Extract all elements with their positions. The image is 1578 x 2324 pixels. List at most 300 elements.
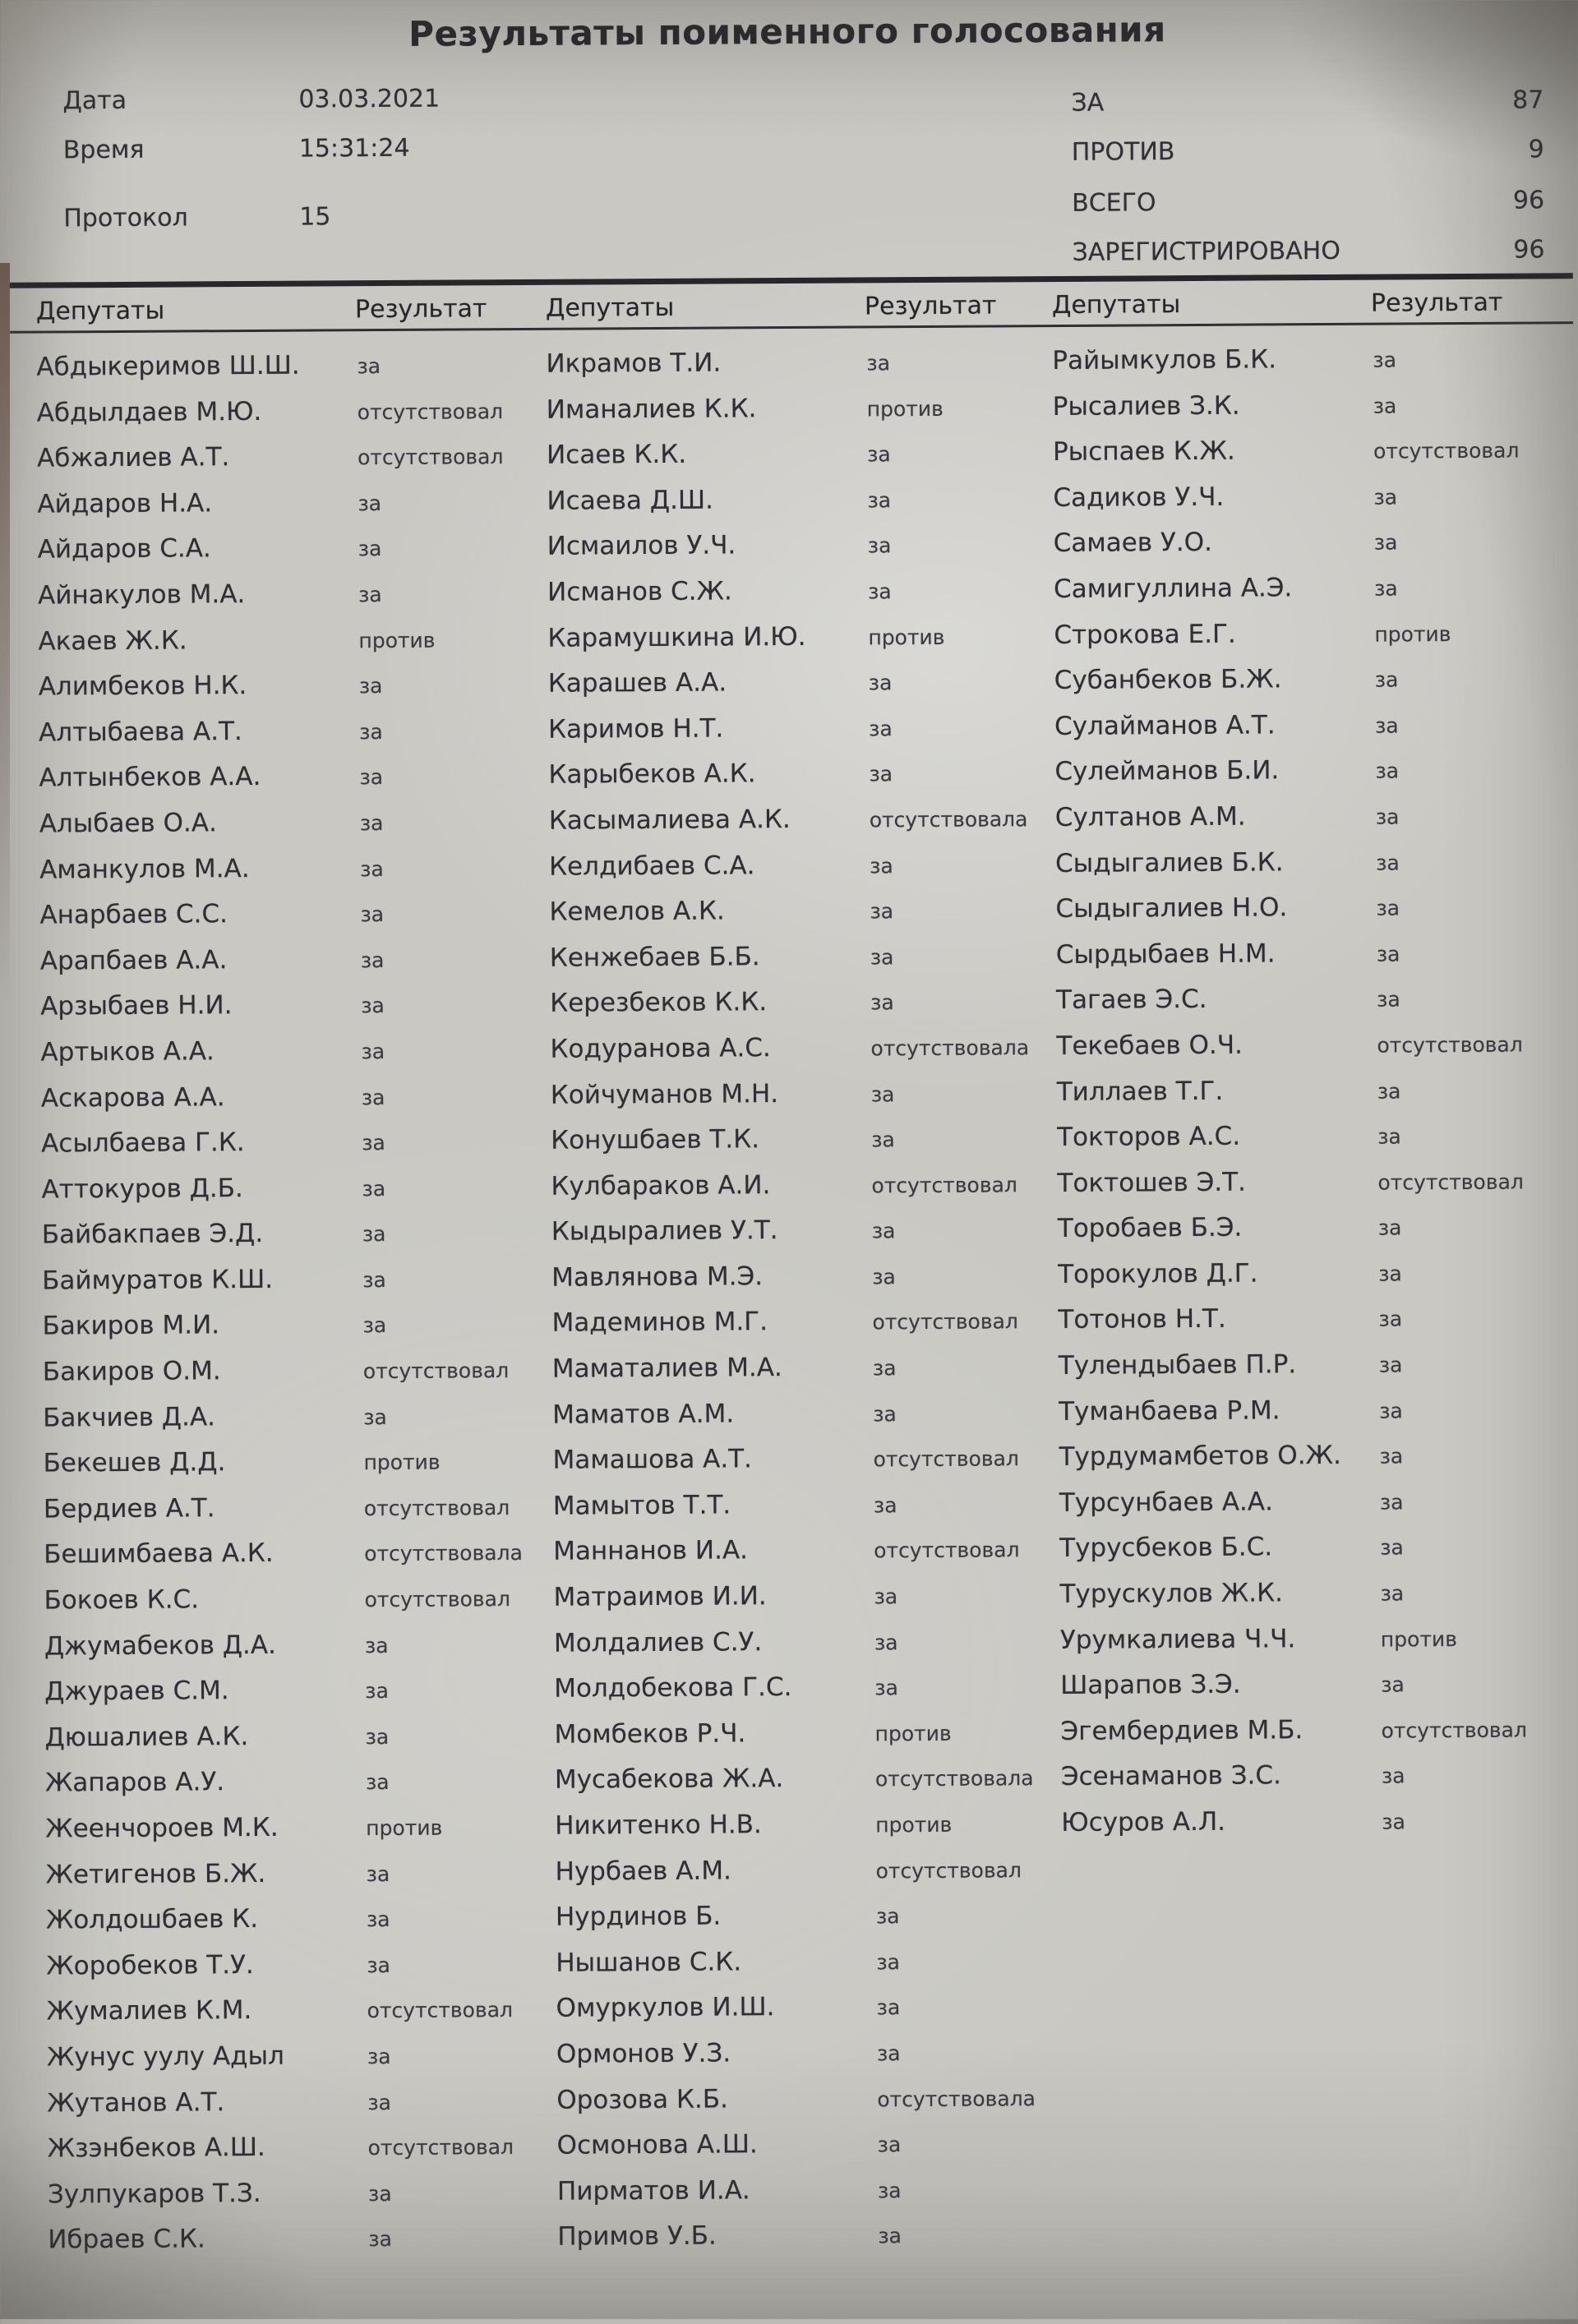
deputy-name: Асылбаева Г.К. — [41, 1127, 245, 1159]
deputy-name: Кодуранова А.С. — [550, 1033, 771, 1064]
table-column-1 — [36, 349, 541, 2271]
deputy-name: Сыдыгалиев Б.К. — [1054, 846, 1284, 878]
vote-result: за — [361, 994, 385, 1018]
table-row — [1054, 754, 1548, 803]
table-header-divider — [10, 321, 1573, 334]
vote-result: за — [868, 671, 893, 695]
deputy-name: Мадеминов М.Г. — [551, 1307, 768, 1339]
deputy-name: Келдибаев С.А. — [549, 850, 755, 882]
vote-result: против — [1380, 1626, 1458, 1652]
deputy-name: Каримов Н.Т. — [547, 713, 724, 745]
table-row — [45, 1765, 538, 1814]
deputy-name: Тагаев Э.С. — [1056, 984, 1207, 1016]
deputy-name: Токтошев Э.Т. — [1057, 1167, 1247, 1198]
deputy-name: Жзэнбеков А.Ш. — [47, 2133, 265, 2164]
deputy-name: Эгембердиев М.Б. — [1060, 1715, 1303, 1746]
vote-result: за — [870, 944, 894, 970]
table-row — [551, 1214, 1045, 1262]
table-row — [1054, 663, 1548, 712]
deputy-name: Сулайманов А.Т. — [1054, 710, 1276, 741]
vote-result: за — [1378, 1353, 1403, 1377]
deputy-name: Райымкулов Б.К. — [1052, 344, 1277, 376]
vote-result: за — [1373, 394, 1397, 418]
deputy-name: Маннанов И.А. — [553, 1535, 749, 1567]
table-row — [39, 715, 532, 763]
deputy-name: Касымалиева А.К. — [548, 804, 791, 836]
total-row-against — [1072, 135, 1544, 167]
vote-result: за — [367, 2044, 391, 2069]
table-row — [39, 851, 533, 900]
vote-result: против — [875, 1812, 953, 1838]
vote-result: за — [1377, 1124, 1401, 1149]
vote-result: за — [878, 2224, 902, 2248]
table-row — [41, 1172, 534, 1220]
table-row — [1057, 1119, 1550, 1168]
table-row — [44, 1537, 537, 1585]
table-row — [551, 1169, 1044, 1217]
deputy-name: Юсуров А.Л. — [1061, 1806, 1226, 1838]
deputy-name: Рыспаев К.Ж. — [1052, 436, 1235, 468]
table-row — [1053, 480, 1546, 528]
vote-result: за — [877, 2178, 902, 2203]
deputy-name: Нышанов С.К. — [556, 1947, 742, 1978]
deputy-name: Иманалиев К.К. — [546, 393, 757, 425]
vote-result: за — [1378, 1307, 1403, 1332]
deputy-name: Айдаров Н.А. — [37, 488, 213, 519]
deputy-name: Осмонова А.Ш. — [556, 2129, 758, 2160]
table-row — [552, 1351, 1045, 1399]
table-row — [37, 395, 530, 444]
deputy-name: Султанов А.М. — [1054, 801, 1246, 832]
table-row — [1057, 1074, 1550, 1123]
vote-result: за — [874, 1630, 898, 1655]
vote-result: отсутствовал — [1381, 1718, 1527, 1743]
column-header-result: Результат — [354, 294, 487, 325]
table-row — [1059, 1485, 1553, 1533]
vote-result: отсутствовал — [1373, 438, 1520, 463]
deputy-name: Эсенаманов З.С. — [1060, 1760, 1281, 1792]
deputy-name: Нурдинов Б. — [555, 1901, 722, 1932]
column-header-deputies: Депутаты — [545, 293, 675, 323]
deputy-name: Бердиев А.Т. — [43, 1493, 215, 1524]
vote-result: за — [1382, 1810, 1405, 1834]
vote-result: за — [359, 765, 384, 790]
deputy-name: Баймуратов К.Ш. — [42, 1264, 274, 1296]
deputy-name: Строкова Е.Г. — [1054, 619, 1236, 650]
deputy-name: Бакиров М.И. — [42, 1310, 220, 1342]
vote-result: за — [367, 2090, 392, 2114]
vote-result: за — [366, 1907, 390, 1932]
deputy-name: Матраимов И.И. — [553, 1581, 767, 1612]
table-row — [556, 1990, 1049, 2039]
vote-result: за — [1379, 1490, 1404, 1515]
vote-result: отсутствовал — [872, 1309, 1018, 1335]
table-row — [41, 1080, 534, 1128]
vote-result: за — [360, 902, 385, 927]
vote-result: отсутствовала — [877, 2086, 1036, 2111]
vote-result: за — [362, 1131, 385, 1155]
vote-result: за — [1374, 667, 1399, 692]
deputy-name: Карамушкина И.Ю. — [547, 621, 806, 653]
table-row — [1059, 1531, 1553, 1579]
vote-result: за — [1379, 1444, 1404, 1469]
vote-result: за — [870, 990, 894, 1015]
table-row — [551, 1306, 1045, 1354]
table-row — [1061, 1805, 1554, 1853]
page-title: Результаты поименного голосования — [408, 9, 1166, 54]
table-row — [1056, 983, 1549, 1031]
deputy-name: Турдумамбетов О.Ж. — [1059, 1441, 1341, 1473]
deputy-name: Маматалиев М.А. — [551, 1353, 782, 1384]
deputy-name: Аттокуров Д.Б. — [41, 1173, 243, 1205]
deputy-name: Кулбараков А.И. — [551, 1169, 771, 1201]
table-row — [37, 486, 530, 535]
protocol-label: Протокол — [63, 203, 188, 233]
table-row — [1053, 435, 1546, 483]
deputy-name: Исаев К.К. — [546, 439, 687, 470]
vote-result: за — [866, 442, 891, 467]
vote-result: за — [357, 354, 381, 379]
deputy-name: Джураев С.М. — [44, 1676, 229, 1707]
deputy-name: Самигуллина А.Э. — [1053, 573, 1293, 605]
table-row — [549, 849, 1042, 897]
vote-result: за — [877, 2133, 902, 2157]
vote-result: за — [867, 488, 892, 513]
vote-result: за — [876, 2041, 901, 2066]
vote-result: за — [359, 810, 384, 836]
vote-result: за — [874, 1584, 898, 1609]
table-row — [550, 985, 1043, 1034]
vote-result: против — [868, 625, 945, 649]
deputy-name: Арзыбаев Н.И. — [40, 990, 233, 1021]
vote-result: за — [1377, 987, 1400, 1012]
vote-result: за — [870, 1081, 895, 1106]
table-row — [48, 2131, 541, 2179]
deputy-name: Молдобекова Г.С. — [554, 1672, 792, 1704]
deputy-name: Джумабеков Д.А. — [44, 1630, 277, 1662]
vote-result: за — [365, 1724, 390, 1749]
vote-result: за — [1373, 576, 1398, 601]
vote-result: за — [363, 1404, 387, 1429]
table-row — [551, 1077, 1044, 1126]
total-against-value: 9 — [1528, 135, 1544, 164]
deputy-name: Аманкулов М.А. — [39, 853, 250, 885]
meta-row-time — [63, 134, 410, 165]
table-row — [554, 1625, 1047, 1674]
total-row-for — [1071, 85, 1543, 118]
table-row — [1054, 708, 1548, 757]
table-column-3 — [1052, 343, 1554, 1853]
vote-result: против — [874, 1721, 952, 1746]
deputy-name: Турусбеков Б.С. — [1059, 1532, 1273, 1564]
table-row — [548, 666, 1041, 714]
vote-result: за — [871, 1127, 895, 1152]
table-row — [557, 2219, 1050, 2267]
table-row — [45, 1856, 538, 1905]
vote-result: против — [358, 628, 436, 652]
vote-result: отсутствовал — [357, 399, 504, 424]
table-row — [47, 1994, 540, 2042]
vote-result: за — [1374, 713, 1399, 738]
vote-result: за — [367, 1953, 390, 1977]
table-row — [42, 1217, 535, 1266]
table-row — [44, 1720, 538, 1768]
deputy-name: Арапбаев А.А. — [39, 944, 228, 976]
table-column-2 — [546, 346, 1050, 2268]
deputy-name: Орозова К.Б. — [556, 2084, 728, 2115]
vote-result: за — [365, 1679, 389, 1704]
column-header-deputies: Депутаты — [35, 296, 165, 326]
vote-result: отсутствовал — [871, 1173, 1017, 1198]
deputy-name: Жоробеков Т.У. — [46, 1949, 254, 1981]
table-row — [39, 760, 532, 809]
table-row — [40, 989, 533, 1037]
deputy-name: Нурбаев А.М. — [555, 1856, 732, 1887]
table-row — [554, 1671, 1047, 1719]
vote-result: за — [869, 762, 893, 786]
table-row — [557, 2128, 1050, 2176]
vote-result: за — [360, 856, 384, 881]
table-row — [547, 620, 1040, 669]
table-row — [1060, 1622, 1553, 1671]
table-row — [550, 940, 1043, 989]
vote-result: за — [1381, 1764, 1405, 1789]
table-row — [47, 2085, 540, 2133]
vote-result: за — [867, 579, 892, 604]
deputy-name: Абдыкеримов Ш.Ш. — [36, 350, 300, 382]
vote-result: за — [1376, 851, 1400, 875]
deputy-name: Турсунбаев А.А. — [1059, 1487, 1274, 1518]
table-row — [1058, 1303, 1551, 1351]
deputy-name: Карыбеков А.К. — [548, 759, 756, 791]
deputy-name: Молдалиев С.У. — [553, 1626, 763, 1658]
table-row — [1054, 526, 1547, 574]
vote-result: за — [872, 1356, 897, 1381]
vote-result: за — [870, 853, 893, 878]
vote-result: за — [1376, 896, 1400, 920]
vote-result: за — [1381, 1672, 1405, 1697]
table-row — [39, 669, 532, 717]
deputy-name: Ормонов У.З. — [556, 2038, 731, 2069]
table-row — [46, 1948, 539, 1997]
vote-result: за — [1376, 942, 1400, 966]
vote-result: за — [1375, 805, 1400, 829]
deputy-name: Урумкалиева Ч.Ч. — [1059, 1623, 1296, 1655]
table-row — [551, 1260, 1045, 1308]
vote-result: отсутствовал — [364, 1587, 510, 1612]
deputy-name: Садиков У.Ч. — [1053, 482, 1225, 513]
table-row — [553, 1534, 1046, 1583]
column-header-result: Результат — [864, 291, 997, 321]
vote-result: за — [1380, 1581, 1405, 1606]
deputy-name: Бокоев К.С. — [44, 1584, 200, 1616]
table-row — [549, 894, 1042, 943]
deputy-name: Бакиров О.М. — [42, 1356, 221, 1387]
vote-result: за — [366, 1861, 390, 1886]
table-row — [1059, 1440, 1552, 1488]
table-row — [40, 1035, 533, 1083]
vote-result: за — [360, 948, 385, 972]
table-row — [43, 1354, 536, 1403]
table-row — [548, 757, 1041, 805]
deputy-name: Байбакпаев Э.Д. — [41, 1219, 264, 1250]
table-row — [557, 2174, 1050, 2222]
column-header-result: Результат — [1370, 288, 1503, 318]
deputy-name: Субанбеков Б.Ж. — [1054, 664, 1282, 696]
deputy-name: Зулпукаров Т.З. — [47, 2178, 261, 2210]
table-row — [36, 349, 529, 398]
total-all-value: 96 — [1512, 186, 1545, 215]
table-row — [1059, 1576, 1553, 1625]
table-row — [48, 2177, 541, 2225]
table-row — [553, 1488, 1046, 1537]
table-row — [554, 1717, 1047, 1765]
deputy-name: Турускулов Ж.К. — [1059, 1578, 1284, 1610]
vote-result: за — [1373, 485, 1398, 510]
table-row — [556, 2082, 1050, 2131]
deputy-name: Тиллаев Т.Г. — [1056, 1076, 1224, 1107]
vote-result: за — [876, 1995, 901, 2020]
deputy-name: Алтынбеков А.А. — [39, 762, 261, 793]
deputy-name: Алимбеков Н.К. — [38, 671, 247, 702]
table-row — [1059, 1348, 1552, 1396]
table-row — [555, 1763, 1048, 1811]
deputy-name: Кемелов А.К. — [549, 896, 725, 927]
table-row — [547, 437, 1040, 486]
deputy-name: Жутанов А.Т. — [47, 2087, 225, 2119]
vote-result: за — [867, 533, 892, 558]
deputy-name: Тотонов Н.Т. — [1058, 1304, 1226, 1335]
deputy-name: Жумалиев К.М. — [46, 1995, 252, 2027]
table-row — [48, 2222, 541, 2271]
vote-result: отсутствовал — [1377, 1169, 1524, 1195]
table-row — [547, 574, 1040, 623]
table-row — [45, 1811, 538, 1860]
deputy-name: Примов У.Б. — [557, 2220, 717, 2253]
deputy-name: Кенжебаев Б.Б. — [549, 941, 760, 973]
deputy-name: Жапаров А.У. — [44, 1767, 225, 1798]
table-row — [549, 803, 1042, 851]
vote-result: за — [358, 537, 382, 561]
vote-result: отсутствовала — [874, 1766, 1034, 1791]
table-row — [547, 392, 1040, 440]
vote-result: за — [1377, 1215, 1402, 1240]
vote-result: за — [875, 1904, 900, 1929]
vote-result: отсутствовал — [367, 1998, 514, 2023]
table-row — [1053, 389, 1546, 437]
deputy-name: Сулейманов Б.И. — [1054, 755, 1280, 787]
deputy-name: Пирматов И.А. — [556, 2175, 750, 2206]
time-label: Время — [62, 135, 145, 165]
total-row-registered — [1072, 235, 1544, 267]
table-header-group-1 — [35, 294, 487, 326]
table-row — [37, 440, 530, 489]
table-row — [550, 1031, 1043, 1080]
table-row — [547, 529, 1040, 578]
total-for-value: 87 — [1512, 85, 1544, 115]
total-registered-value: 96 — [1513, 235, 1545, 265]
deputy-name: Жеенчороев М.К. — [45, 1812, 279, 1844]
table-row — [1055, 891, 1548, 939]
table-row — [43, 1400, 536, 1449]
vote-result: за — [364, 1633, 389, 1658]
total-row-all — [1072, 186, 1544, 218]
table-row — [556, 2036, 1050, 2085]
deputy-name: Исаева Д.Ш. — [547, 485, 714, 516]
table-row — [1058, 1211, 1551, 1260]
table-row — [1055, 846, 1548, 894]
deputy-name: Мамашова А.Т. — [552, 1444, 753, 1476]
table-row — [548, 712, 1041, 760]
vote-result: против — [866, 396, 944, 422]
vote-result: отсутствовал — [367, 2135, 514, 2160]
deputy-name: Момбеков Р.Ч. — [554, 1718, 746, 1750]
total-for-label: ЗА — [1071, 88, 1105, 118]
vote-result: за — [367, 2181, 392, 2206]
table-row — [38, 578, 531, 626]
table-row — [1056, 937, 1549, 985]
table-row — [40, 943, 533, 992]
vote-result: за — [1375, 759, 1400, 783]
deputy-name: Жолдошбаев К. — [45, 1904, 259, 1935]
vote-result: за — [361, 1085, 385, 1109]
vote-result: за — [1373, 348, 1397, 372]
table-row — [39, 897, 533, 946]
vote-result: за — [362, 1267, 386, 1293]
deputy-name: Дюшалиев А.К. — [44, 1721, 249, 1753]
vote-result: за — [358, 583, 382, 607]
table-row — [46, 1902, 539, 1951]
deputy-name: Кыдыралиев У.Т. — [551, 1215, 778, 1247]
table-row — [39, 806, 533, 855]
vote-result: за — [365, 1770, 390, 1795]
table-row — [38, 623, 531, 671]
table-row — [41, 1126, 534, 1174]
vote-result: за — [362, 1176, 386, 1201]
vote-result: за — [368, 2227, 393, 2252]
table-row — [1057, 1165, 1550, 1214]
vote-result: против — [363, 1450, 441, 1475]
table-header-group-3 — [1051, 288, 1503, 320]
deputy-name: Жетигенов Б.Ж. — [45, 1858, 266, 1890]
deputy-name: Текебаев О.Ч. — [1056, 1030, 1243, 1061]
vote-result: отсутствовал — [874, 1538, 1020, 1563]
deputy-name: Ибраев С.К. — [48, 2224, 205, 2255]
table-row — [1054, 617, 1547, 666]
table-row — [556, 1945, 1049, 1994]
vote-result: за — [876, 1949, 900, 1975]
table-row — [38, 532, 531, 580]
deputy-name: Айнакулов М.А. — [37, 579, 246, 611]
vote-result: за — [873, 1401, 897, 1427]
table-row — [547, 483, 1040, 532]
vote-result: отсутствовал — [873, 1446, 1019, 1472]
deputy-name: Алтыбаева А.Т. — [38, 716, 242, 748]
vote-result: отсутствовала — [869, 807, 1028, 832]
table-row — [47, 2040, 540, 2088]
header-divider — [10, 273, 1573, 288]
deputy-name: Акаев Ж.К. — [38, 625, 187, 657]
deputy-name: Рысалиев З.К. — [1052, 390, 1240, 422]
vote-result: отсутствовала — [364, 1541, 523, 1566]
vote-result: отсутствовал — [875, 1857, 1022, 1883]
vote-result: отсутствовал — [357, 445, 504, 470]
deputy-name: Торокулов Д.Г. — [1058, 1258, 1258, 1289]
deputy-name: Тулендыбаев П.Р. — [1058, 1349, 1297, 1381]
table-row — [1059, 1394, 1552, 1442]
vote-result: за — [866, 351, 891, 376]
vote-result: за — [874, 1676, 898, 1700]
